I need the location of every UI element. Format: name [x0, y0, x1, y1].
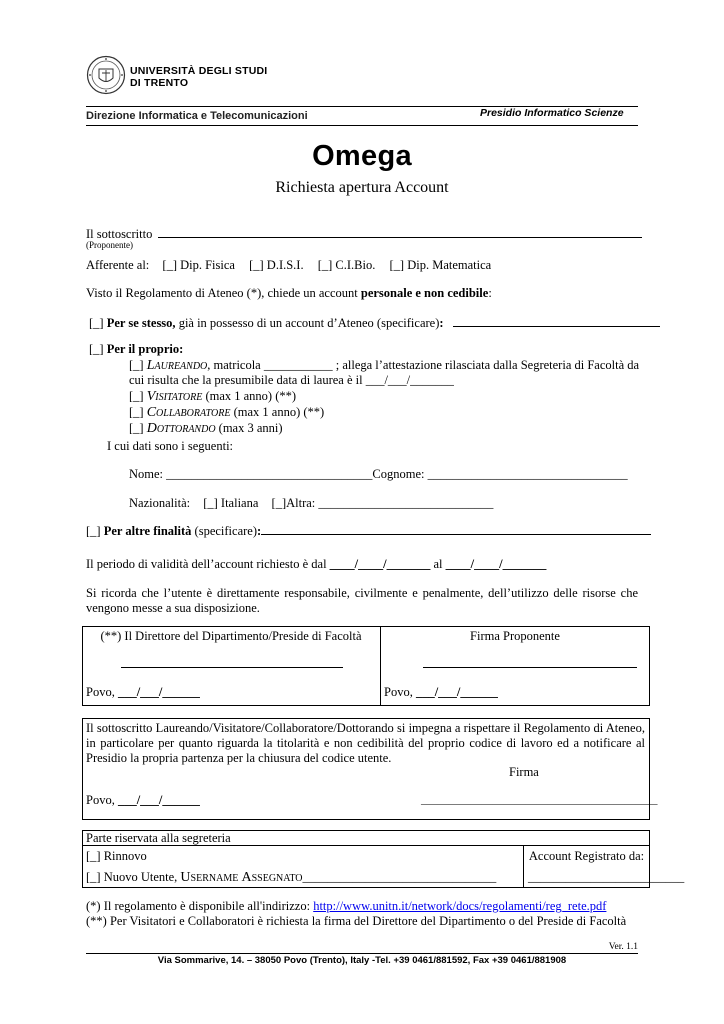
visitor-text: (max 1 anno) (**)	[202, 389, 297, 403]
regulation-text: Visto il Regolamento di Ateneo (*), chiede un account	[86, 286, 361, 300]
validity-from-field[interactable]: ____/____/_______	[326, 557, 434, 571]
self-label: Per se stesso,	[106, 316, 176, 330]
new-user-row	[86, 870, 496, 886]
other-purpose-field[interactable]	[261, 523, 651, 535]
nationality-italian-checkbox[interactable]: [_] Italiana	[203, 496, 259, 510]
student-option-line2: cui risulta che la presumibile data di laurea è il ___/___/_______	[129, 373, 454, 387]
commitment-signature-field[interactable]: ___________________________________________	[421, 794, 658, 806]
university-seal-icon	[86, 55, 126, 95]
student-cap: L	[146, 358, 155, 373]
undersigned-field[interactable]	[158, 226, 642, 238]
name-label: Nome:	[129, 467, 167, 481]
commitment-sign-label: Firma	[509, 765, 539, 779]
new-user-checkbox[interactable]: [_] Nuovo Utente,	[86, 870, 181, 884]
affiliation-disi-checkbox[interactable]: [_] D.I.S.I.	[249, 258, 304, 272]
other-checkbox[interactable]: [_]	[86, 524, 104, 538]
phd-cap: D	[146, 421, 157, 436]
option-other-row	[86, 523, 650, 539]
undersigned-label: Il sottoscritto	[86, 227, 153, 241]
self-colon: :	[439, 316, 444, 330]
name-row	[129, 467, 628, 482]
option-own-row	[89, 342, 183, 357]
proponent-signature-field[interactable]	[423, 667, 637, 668]
page-subtitle: Richiesta apertura Account	[275, 179, 449, 196]
university-name-line1: UNIVERSITÀ DEGLI STUDI	[130, 65, 268, 77]
commitment-date-field[interactable]: ___/___/______	[117, 793, 200, 807]
surname-label: Cognome:	[372, 467, 428, 481]
option-self-row	[89, 315, 660, 331]
student-option	[129, 358, 649, 374]
regulation-colon: :	[488, 286, 492, 300]
own-checkbox[interactable]: [_]	[89, 342, 107, 356]
assigned-username-field[interactable]: _______________________________	[302, 870, 497, 884]
regulation-link[interactable]: http://www.unitn.it/network/docs/regolamenti/reg_rete.pdf	[313, 899, 607, 913]
own-label: Per il proprio:	[106, 342, 184, 356]
phd-label: OTTORANDO	[156, 424, 216, 435]
student-text: , matricola ___________ ; allega l’attestazione rilasciata dalla Segreteria di Facoltà da	[207, 358, 640, 372]
phd-checkbox[interactable]: [_]	[129, 421, 147, 435]
collaborator-text: (max 1 anno) (**)	[230, 405, 325, 419]
affiliation-label: Afferente al:	[86, 258, 150, 272]
department-name: Direzione Informatica e Telecomunicazioni	[86, 110, 308, 122]
footer-rule	[86, 953, 638, 954]
affiliation-matematica-checkbox[interactable]: [_] Dip. Matematica	[389, 258, 492, 272]
registered-by-label: Account Registrato da:	[528, 849, 645, 863]
director-place: Povo,	[86, 685, 118, 699]
collaborator-label: OLLABORATORE	[156, 408, 231, 419]
collaborator-option	[129, 405, 324, 421]
office-section-title: Parte riservata alla segreteria	[86, 831, 231, 845]
commitment-place: Povo,	[86, 793, 118, 807]
validity-to-label: al	[433, 557, 443, 571]
name-field[interactable]: _________________________________	[166, 467, 373, 481]
page-title: Omega	[312, 140, 412, 172]
director-label: (**) Il Direttore del Dipartimento/Preside di Facoltà	[100, 629, 362, 643]
proponent-date-row	[384, 685, 498, 700]
student-checkbox[interactable]: [_]	[129, 358, 147, 372]
data-intro: I cui dati sono i seguenti:	[107, 439, 234, 453]
validity-row	[86, 557, 546, 572]
username-cap: U	[180, 870, 191, 885]
phd-option	[129, 421, 283, 437]
header-rule-bottom	[86, 125, 638, 126]
visitor-label: ISITATORE	[155, 392, 203, 403]
collaborator-checkbox[interactable]: [_]	[129, 405, 147, 419]
renewal-checkbox[interactable]: [_] Rinnovo	[86, 849, 147, 863]
student-label: AUREANDO	[154, 361, 208, 372]
note-regulation-text: (*) Il regolamento è disponibile all'indirizzo:	[86, 899, 314, 913]
note-regulation	[86, 899, 606, 914]
university-name-line2: DI TRENTO	[130, 77, 189, 89]
version-label: Ver. 1.1	[608, 942, 638, 952]
affiliation-cibio-checkbox[interactable]: [_] C.I.Bio.	[317, 258, 376, 272]
phd-text: (max 3 anni)	[215, 421, 283, 435]
university-logo	[86, 52, 268, 98]
nationality-other-field[interactable]: ____________________________	[318, 496, 494, 510]
nationality-label: Nazionalità:	[129, 496, 191, 510]
self-checkbox[interactable]: [_]	[89, 316, 107, 330]
affiliation-row	[86, 258, 491, 273]
footer-address: Via Sommarive, 14. – 38050 Povo (Trento), Italy -Tel. +39 0461/881592, Fax +39 0461/881908	[157, 955, 567, 966]
responsibility-note: Si ricorda che l’utente è direttamente responsabile, civilmente e penalmente, dell’utilizzo delle risorse che vengono messe a sua disposizione.	[86, 586, 638, 615]
registered-by-field[interactable]: _________________________	[528, 870, 685, 884]
username-label: SERNAME	[190, 873, 239, 884]
regulation-bold: personale e non cedibile	[360, 286, 489, 300]
regulation-statement	[86, 286, 492, 301]
proponent-date-field[interactable]: ___/___/______	[415, 685, 498, 699]
validity-label: Il periodo di validità dell’account richiesto è dal	[86, 557, 327, 571]
proponent-note: (Proponente)	[86, 240, 133, 250]
commitment-text: Il sottoscritto Laureando/Visitatore/Collaboratore/Dottorando si impegna a rispettare il Regolamento di Ateneo, in particolare per quanto riguarda la titolarità e non cedibilità del proprio codice di lavoro ed a notificare al Presidio la propria partenza per la chiusura del codice utente.	[86, 721, 645, 765]
nationality-row	[129, 496, 493, 511]
visitor-option	[129, 389, 296, 405]
director-signature-field[interactable]	[121, 667, 343, 668]
proponent-place: Povo,	[384, 685, 416, 699]
office-name: Presidio Informatico Scienze	[480, 107, 624, 119]
self-account-field[interactable]	[453, 315, 660, 327]
assigned-label: SSEGNATO	[251, 873, 303, 884]
affiliation-fisica-checkbox[interactable]: [_] Dip. Fisica	[162, 258, 235, 272]
other-label: Per altre finalità	[103, 524, 192, 538]
director-date-field[interactable]: ___/___/______	[117, 685, 200, 699]
director-date-row	[86, 685, 200, 700]
other-text: (specificare)	[191, 524, 257, 538]
note-signature-requirement: (**) Per Visitatori e Collaboratori è richiesta la firma del Direttore del Dipartimento o del Preside di Facoltà	[86, 914, 627, 928]
nationality-other-checkbox[interactable]: [_]Altra:	[271, 496, 319, 510]
undersigned-row	[86, 226, 650, 242]
visitor-cap: V	[146, 389, 156, 404]
proponent-sign-label: Firma Proponente	[470, 629, 560, 643]
commitment-date-row	[86, 793, 200, 808]
surname-field[interactable]: ________________________________	[427, 467, 628, 481]
validity-to-field[interactable]: ____/____/_______	[442, 557, 547, 571]
collaborator-cap: C	[146, 405, 157, 420]
self-text: già in possesso di un account d’Ateneo (specificare)	[175, 316, 440, 330]
visitor-checkbox[interactable]: [_]	[129, 389, 147, 403]
other-colon: :	[257, 524, 262, 538]
assigned-cap: A	[241, 870, 252, 885]
